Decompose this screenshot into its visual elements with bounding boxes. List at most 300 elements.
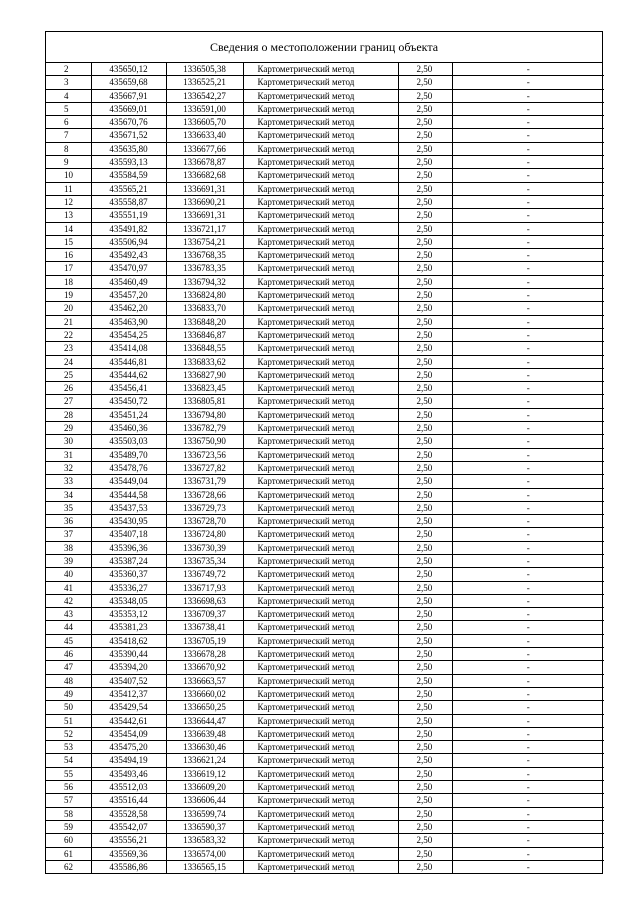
precision-cell: 2,50 (398, 102, 452, 115)
description-cell: - (452, 275, 604, 288)
point-number-cell: 38 (46, 541, 91, 554)
precision-cell: 2,50 (398, 860, 452, 873)
x-coordinate-cell: 435478,76 (91, 461, 166, 474)
table-row (46, 408, 604, 421)
y-coordinate-cell: 1336728,66 (166, 488, 243, 501)
point-number-cell: 43 (46, 608, 91, 621)
x-coordinate-cell: 435456,41 (91, 382, 166, 395)
method-cell: Картометрический метод (243, 222, 398, 235)
method-cell: Картометрический метод (243, 727, 398, 740)
precision-cell: 2,50 (398, 342, 452, 355)
y-coordinate-cell: 1336723,56 (166, 448, 243, 461)
y-coordinate-cell: 1336824,80 (166, 289, 243, 302)
method-cell: Картометрический метод (243, 275, 398, 288)
precision-cell: 2,50 (398, 76, 452, 89)
point-number-cell: 45 (46, 634, 91, 647)
precision-cell: 2,50 (398, 435, 452, 448)
point-number-cell: 35 (46, 501, 91, 514)
precision-cell: 2,50 (398, 767, 452, 780)
method-cell: Картометрический метод (243, 820, 398, 833)
point-number-cell: 21 (46, 315, 91, 328)
description-cell: - (452, 488, 604, 501)
point-number-cell: 7 (46, 129, 91, 142)
description-cell: - (452, 102, 604, 115)
precision-cell: 2,50 (398, 568, 452, 581)
precision-cell: 2,50 (398, 501, 452, 514)
table-row (46, 435, 604, 448)
precision-cell: 2,50 (398, 209, 452, 222)
method-cell: Картометрический метод (243, 422, 398, 435)
precision-cell: 2,50 (398, 395, 452, 408)
y-coordinate-cell: 1336724,80 (166, 528, 243, 541)
method-cell: Картометрический метод (243, 741, 398, 754)
y-coordinate-cell: 1336730,39 (166, 541, 243, 554)
y-coordinate-cell: 1336605,70 (166, 116, 243, 129)
point-number-cell: 4 (46, 89, 91, 102)
precision-cell: 2,50 (398, 594, 452, 607)
table-row (46, 608, 604, 621)
precision-cell: 2,50 (398, 741, 452, 754)
table-row (46, 102, 604, 115)
description-cell: - (452, 209, 604, 222)
method-cell: Картометрический метод (243, 156, 398, 169)
description-cell: - (452, 382, 604, 395)
description-cell: - (452, 594, 604, 607)
method-cell: Картометрический метод (243, 448, 398, 461)
point-number-cell: 41 (46, 581, 91, 594)
y-coordinate-cell: 1336698,63 (166, 594, 243, 607)
x-coordinate-cell: 435569,36 (91, 847, 166, 860)
x-coordinate-cell: 435542,07 (91, 820, 166, 833)
table-row (46, 568, 604, 581)
method-cell: Картометрический метод (243, 594, 398, 607)
boundary-table-frame (45, 31, 603, 874)
y-coordinate-cell: 1336633,40 (166, 129, 243, 142)
method-cell: Картометрический метод (243, 102, 398, 115)
method-cell: Картометрический метод (243, 395, 398, 408)
y-coordinate-cell: 1336644,47 (166, 714, 243, 727)
point-number-cell: 16 (46, 249, 91, 262)
x-coordinate-cell: 435462,20 (91, 302, 166, 315)
x-coordinate-cell: 435669,01 (91, 102, 166, 115)
x-coordinate-cell: 435430,95 (91, 515, 166, 528)
y-coordinate-cell: 1336848,55 (166, 342, 243, 355)
table-row (46, 195, 604, 208)
point-number-cell: 14 (46, 222, 91, 235)
precision-cell: 2,50 (398, 554, 452, 567)
method-cell: Картометрический метод (243, 767, 398, 780)
point-number-cell: 44 (46, 621, 91, 634)
description-cell: - (452, 315, 604, 328)
table-row (46, 235, 604, 248)
precision-cell: 2,50 (398, 807, 452, 820)
x-coordinate-cell: 435671,52 (91, 129, 166, 142)
description-cell: - (452, 568, 604, 581)
precision-cell: 2,50 (398, 847, 452, 860)
x-coordinate-cell: 435558,87 (91, 195, 166, 208)
description-cell: - (452, 222, 604, 235)
method-cell: Картометрический метод (243, 674, 398, 687)
method-cell: Картометрический метод (243, 781, 398, 794)
method-cell: Картометрический метод (243, 435, 398, 448)
table-row (46, 767, 604, 780)
method-cell: Картометрический метод (243, 195, 398, 208)
point-number-cell: 49 (46, 687, 91, 700)
description-cell: - (452, 687, 604, 700)
method-cell: Картометрический метод (243, 794, 398, 807)
y-coordinate-cell: 1336525,21 (166, 76, 243, 89)
method-cell: Картометрический метод (243, 116, 398, 129)
table-row (46, 395, 604, 408)
point-number-cell: 46 (46, 648, 91, 661)
point-number-cell: 2 (46, 63, 91, 76)
table-row (46, 648, 604, 661)
description-cell: - (452, 262, 604, 275)
table-row (46, 262, 604, 275)
precision-cell: 2,50 (398, 648, 452, 661)
description-cell: - (452, 781, 604, 794)
point-number-cell: 23 (46, 342, 91, 355)
table-row (46, 63, 604, 76)
point-number-cell: 17 (46, 262, 91, 275)
precision-cell: 2,50 (398, 674, 452, 687)
description-cell: - (452, 727, 604, 740)
point-number-cell: 40 (46, 568, 91, 581)
x-coordinate-cell: 435551,19 (91, 209, 166, 222)
precision-cell: 2,50 (398, 727, 452, 740)
description-cell: - (452, 89, 604, 102)
x-coordinate-cell: 435667,91 (91, 89, 166, 102)
point-number-cell: 39 (46, 554, 91, 567)
precision-cell: 2,50 (398, 249, 452, 262)
y-coordinate-cell: 1336833,70 (166, 302, 243, 315)
description-cell: - (452, 116, 604, 129)
method-cell: Картометрический метод (243, 182, 398, 195)
table-row (46, 541, 604, 554)
table-row (46, 169, 604, 182)
table-row (46, 142, 604, 155)
point-number-cell: 10 (46, 169, 91, 182)
x-coordinate-cell: 435512,03 (91, 781, 166, 794)
precision-cell: 2,50 (398, 169, 452, 182)
point-number-cell: 11 (46, 182, 91, 195)
x-coordinate-cell: 435565,21 (91, 182, 166, 195)
x-coordinate-cell: 435407,18 (91, 528, 166, 541)
x-coordinate-cell: 435492,43 (91, 249, 166, 262)
precision-cell: 2,50 (398, 461, 452, 474)
x-coordinate-cell: 435650,12 (91, 63, 166, 76)
x-coordinate-cell: 435489,70 (91, 448, 166, 461)
point-number-cell: 13 (46, 209, 91, 222)
method-cell: Картометрический метод (243, 302, 398, 315)
x-coordinate-cell: 435493,46 (91, 767, 166, 780)
precision-cell: 2,50 (398, 634, 452, 647)
description-cell: - (452, 475, 604, 488)
table-row (46, 448, 604, 461)
precision-cell: 2,50 (398, 235, 452, 248)
description-cell: - (452, 554, 604, 567)
y-coordinate-cell: 1336783,35 (166, 262, 243, 275)
table-row (46, 727, 604, 740)
description-cell: - (452, 302, 604, 315)
method-cell: Картометрический метод (243, 648, 398, 661)
description-cell: - (452, 714, 604, 727)
method-cell: Картометрический метод (243, 488, 398, 501)
precision-cell: 2,50 (398, 714, 452, 727)
y-coordinate-cell: 1336591,00 (166, 102, 243, 115)
y-coordinate-cell: 1336565,15 (166, 860, 243, 873)
y-coordinate-cell: 1336727,82 (166, 461, 243, 474)
coordinates-table (46, 63, 604, 873)
method-cell: Картометрический метод (243, 262, 398, 275)
description-cell: - (452, 581, 604, 594)
x-coordinate-cell: 435390,44 (91, 648, 166, 661)
description-cell: - (452, 541, 604, 554)
y-coordinate-cell: 1336606,44 (166, 794, 243, 807)
precision-cell: 2,50 (398, 781, 452, 794)
x-coordinate-cell: 435475,20 (91, 741, 166, 754)
description-cell: - (452, 169, 604, 182)
method-cell: Картометрический метод (243, 475, 398, 488)
method-cell: Картометрический метод (243, 634, 398, 647)
description-cell: - (452, 63, 604, 76)
table-title: Сведения о местоположении границ объекта (46, 32, 602, 63)
y-coordinate-cell: 1336660,02 (166, 687, 243, 700)
x-coordinate-cell: 435396,36 (91, 541, 166, 554)
point-number-cell: 28 (46, 408, 91, 421)
table-row (46, 701, 604, 714)
description-cell: - (452, 328, 604, 341)
precision-cell: 2,50 (398, 581, 452, 594)
precision-cell: 2,50 (398, 701, 452, 714)
table-row (46, 674, 604, 687)
description-cell: - (452, 368, 604, 381)
precision-cell: 2,50 (398, 541, 452, 554)
point-number-cell: 25 (46, 368, 91, 381)
point-number-cell: 33 (46, 475, 91, 488)
point-number-cell: 12 (46, 195, 91, 208)
x-coordinate-cell: 435444,58 (91, 488, 166, 501)
precision-cell: 2,50 (398, 289, 452, 302)
table-row (46, 581, 604, 594)
table-row (46, 834, 604, 847)
table-row (46, 342, 604, 355)
x-coordinate-cell: 435503,03 (91, 435, 166, 448)
y-coordinate-cell: 1336678,28 (166, 648, 243, 661)
y-coordinate-cell: 1336749,72 (166, 568, 243, 581)
x-coordinate-cell: 435463,90 (91, 315, 166, 328)
y-coordinate-cell: 1336691,31 (166, 209, 243, 222)
method-cell: Картометрический метод (243, 328, 398, 341)
description-cell: - (452, 860, 604, 873)
y-coordinate-cell: 1336729,73 (166, 501, 243, 514)
table-row (46, 422, 604, 435)
table-row (46, 820, 604, 833)
y-coordinate-cell: 1336678,87 (166, 156, 243, 169)
description-cell: - (452, 501, 604, 514)
x-coordinate-cell: 435442,61 (91, 714, 166, 727)
table-row (46, 116, 604, 129)
y-coordinate-cell: 1336805,81 (166, 395, 243, 408)
table-row (46, 714, 604, 727)
x-coordinate-cell: 435446,81 (91, 355, 166, 368)
method-cell: Картометрический метод (243, 554, 398, 567)
precision-cell: 2,50 (398, 328, 452, 341)
x-coordinate-cell: 435491,82 (91, 222, 166, 235)
description-cell: - (452, 741, 604, 754)
table-row (46, 860, 604, 873)
table-row (46, 302, 604, 315)
x-coordinate-cell: 435454,25 (91, 328, 166, 341)
table-row (46, 475, 604, 488)
table-row (46, 222, 604, 235)
x-coordinate-cell: 435457,20 (91, 289, 166, 302)
y-coordinate-cell: 1336846,87 (166, 328, 243, 341)
precision-cell: 2,50 (398, 116, 452, 129)
method-cell: Картометрический метод (243, 249, 398, 262)
table-row (46, 209, 604, 222)
method-cell: Картометрический метод (243, 209, 398, 222)
precision-cell: 2,50 (398, 382, 452, 395)
x-coordinate-cell: 435407,52 (91, 674, 166, 687)
method-cell: Картометрический метод (243, 581, 398, 594)
precision-cell: 2,50 (398, 820, 452, 833)
y-coordinate-cell: 1336621,24 (166, 754, 243, 767)
method-cell: Картометрический метод (243, 754, 398, 767)
precision-cell: 2,50 (398, 182, 452, 195)
x-coordinate-cell: 435460,49 (91, 275, 166, 288)
precision-cell: 2,50 (398, 262, 452, 275)
method-cell: Картометрический метод (243, 169, 398, 182)
point-number-cell: 57 (46, 794, 91, 807)
point-number-cell: 30 (46, 435, 91, 448)
method-cell: Картометрический метод (243, 541, 398, 554)
x-coordinate-cell: 435451,24 (91, 408, 166, 421)
precision-cell: 2,50 (398, 794, 452, 807)
x-coordinate-cell: 435414,08 (91, 342, 166, 355)
description-cell: - (452, 355, 604, 368)
precision-cell: 2,50 (398, 355, 452, 368)
description-cell: - (452, 422, 604, 435)
description-cell: - (452, 767, 604, 780)
precision-cell: 2,50 (398, 89, 452, 102)
y-coordinate-cell: 1336650,25 (166, 701, 243, 714)
method-cell: Картометрический метод (243, 129, 398, 142)
y-coordinate-cell: 1336609,20 (166, 781, 243, 794)
method-cell: Картометрический метод (243, 701, 398, 714)
table-row (46, 249, 604, 262)
point-number-cell: 31 (46, 448, 91, 461)
y-coordinate-cell: 1336705,19 (166, 634, 243, 647)
point-number-cell: 29 (46, 422, 91, 435)
table-row (46, 328, 604, 341)
point-number-cell: 24 (46, 355, 91, 368)
y-coordinate-cell: 1336599,74 (166, 807, 243, 820)
method-cell: Картометрический метод (243, 834, 398, 847)
x-coordinate-cell: 435584,59 (91, 169, 166, 182)
precision-cell: 2,50 (398, 315, 452, 328)
description-cell: - (452, 249, 604, 262)
method-cell: Картометрический метод (243, 63, 398, 76)
x-coordinate-cell: 435348,05 (91, 594, 166, 607)
point-number-cell: 3 (46, 76, 91, 89)
y-coordinate-cell: 1336717,93 (166, 581, 243, 594)
table-row (46, 355, 604, 368)
x-coordinate-cell: 435353,12 (91, 608, 166, 621)
method-cell: Картометрический метод (243, 235, 398, 248)
table-row (46, 754, 604, 767)
point-number-cell: 19 (46, 289, 91, 302)
table-row (46, 89, 604, 102)
description-cell: - (452, 76, 604, 89)
x-coordinate-cell: 435506,94 (91, 235, 166, 248)
y-coordinate-cell: 1336827,90 (166, 368, 243, 381)
point-number-cell: 59 (46, 820, 91, 833)
point-number-cell: 27 (46, 395, 91, 408)
table-row (46, 687, 604, 700)
y-coordinate-cell: 1336639,48 (166, 727, 243, 740)
description-cell: - (452, 674, 604, 687)
description-cell: - (452, 435, 604, 448)
point-number-cell: 54 (46, 754, 91, 767)
x-coordinate-cell: 435670,76 (91, 116, 166, 129)
description-cell: - (452, 515, 604, 528)
method-cell: Картометрический метод (243, 860, 398, 873)
precision-cell: 2,50 (398, 302, 452, 315)
method-cell: Картометрический метод (243, 687, 398, 700)
table-row (46, 76, 604, 89)
description-cell: - (452, 235, 604, 248)
x-coordinate-cell: 435429,54 (91, 701, 166, 714)
method-cell: Картометрический метод (243, 342, 398, 355)
y-coordinate-cell: 1336691,31 (166, 182, 243, 195)
table-row (46, 156, 604, 169)
method-cell: Картометрический метод (243, 461, 398, 474)
table-row (46, 182, 604, 195)
point-number-cell: 37 (46, 528, 91, 541)
precision-cell: 2,50 (398, 368, 452, 381)
description-cell: - (452, 142, 604, 155)
method-cell: Картометрический метод (243, 315, 398, 328)
precision-cell: 2,50 (398, 687, 452, 700)
y-coordinate-cell: 1336690,21 (166, 195, 243, 208)
precision-cell: 2,50 (398, 63, 452, 76)
point-number-cell: 48 (46, 674, 91, 687)
precision-cell: 2,50 (398, 475, 452, 488)
x-coordinate-cell: 435360,37 (91, 568, 166, 581)
y-coordinate-cell: 1336721,17 (166, 222, 243, 235)
x-coordinate-cell: 435394,20 (91, 661, 166, 674)
precision-cell: 2,50 (398, 422, 452, 435)
table-body (46, 63, 604, 873)
precision-cell: 2,50 (398, 222, 452, 235)
table-row (46, 488, 604, 501)
description-cell: - (452, 648, 604, 661)
point-number-cell: 61 (46, 847, 91, 860)
point-number-cell: 36 (46, 515, 91, 528)
x-coordinate-cell: 435418,62 (91, 634, 166, 647)
precision-cell: 2,50 (398, 275, 452, 288)
point-number-cell: 15 (46, 235, 91, 248)
point-number-cell: 47 (46, 661, 91, 674)
point-number-cell: 32 (46, 461, 91, 474)
point-number-cell: 22 (46, 328, 91, 341)
table-row (46, 528, 604, 541)
method-cell: Картометрический метод (243, 608, 398, 621)
x-coordinate-cell: 435412,37 (91, 687, 166, 700)
point-number-cell: 50 (46, 701, 91, 714)
description-cell: - (452, 807, 604, 820)
